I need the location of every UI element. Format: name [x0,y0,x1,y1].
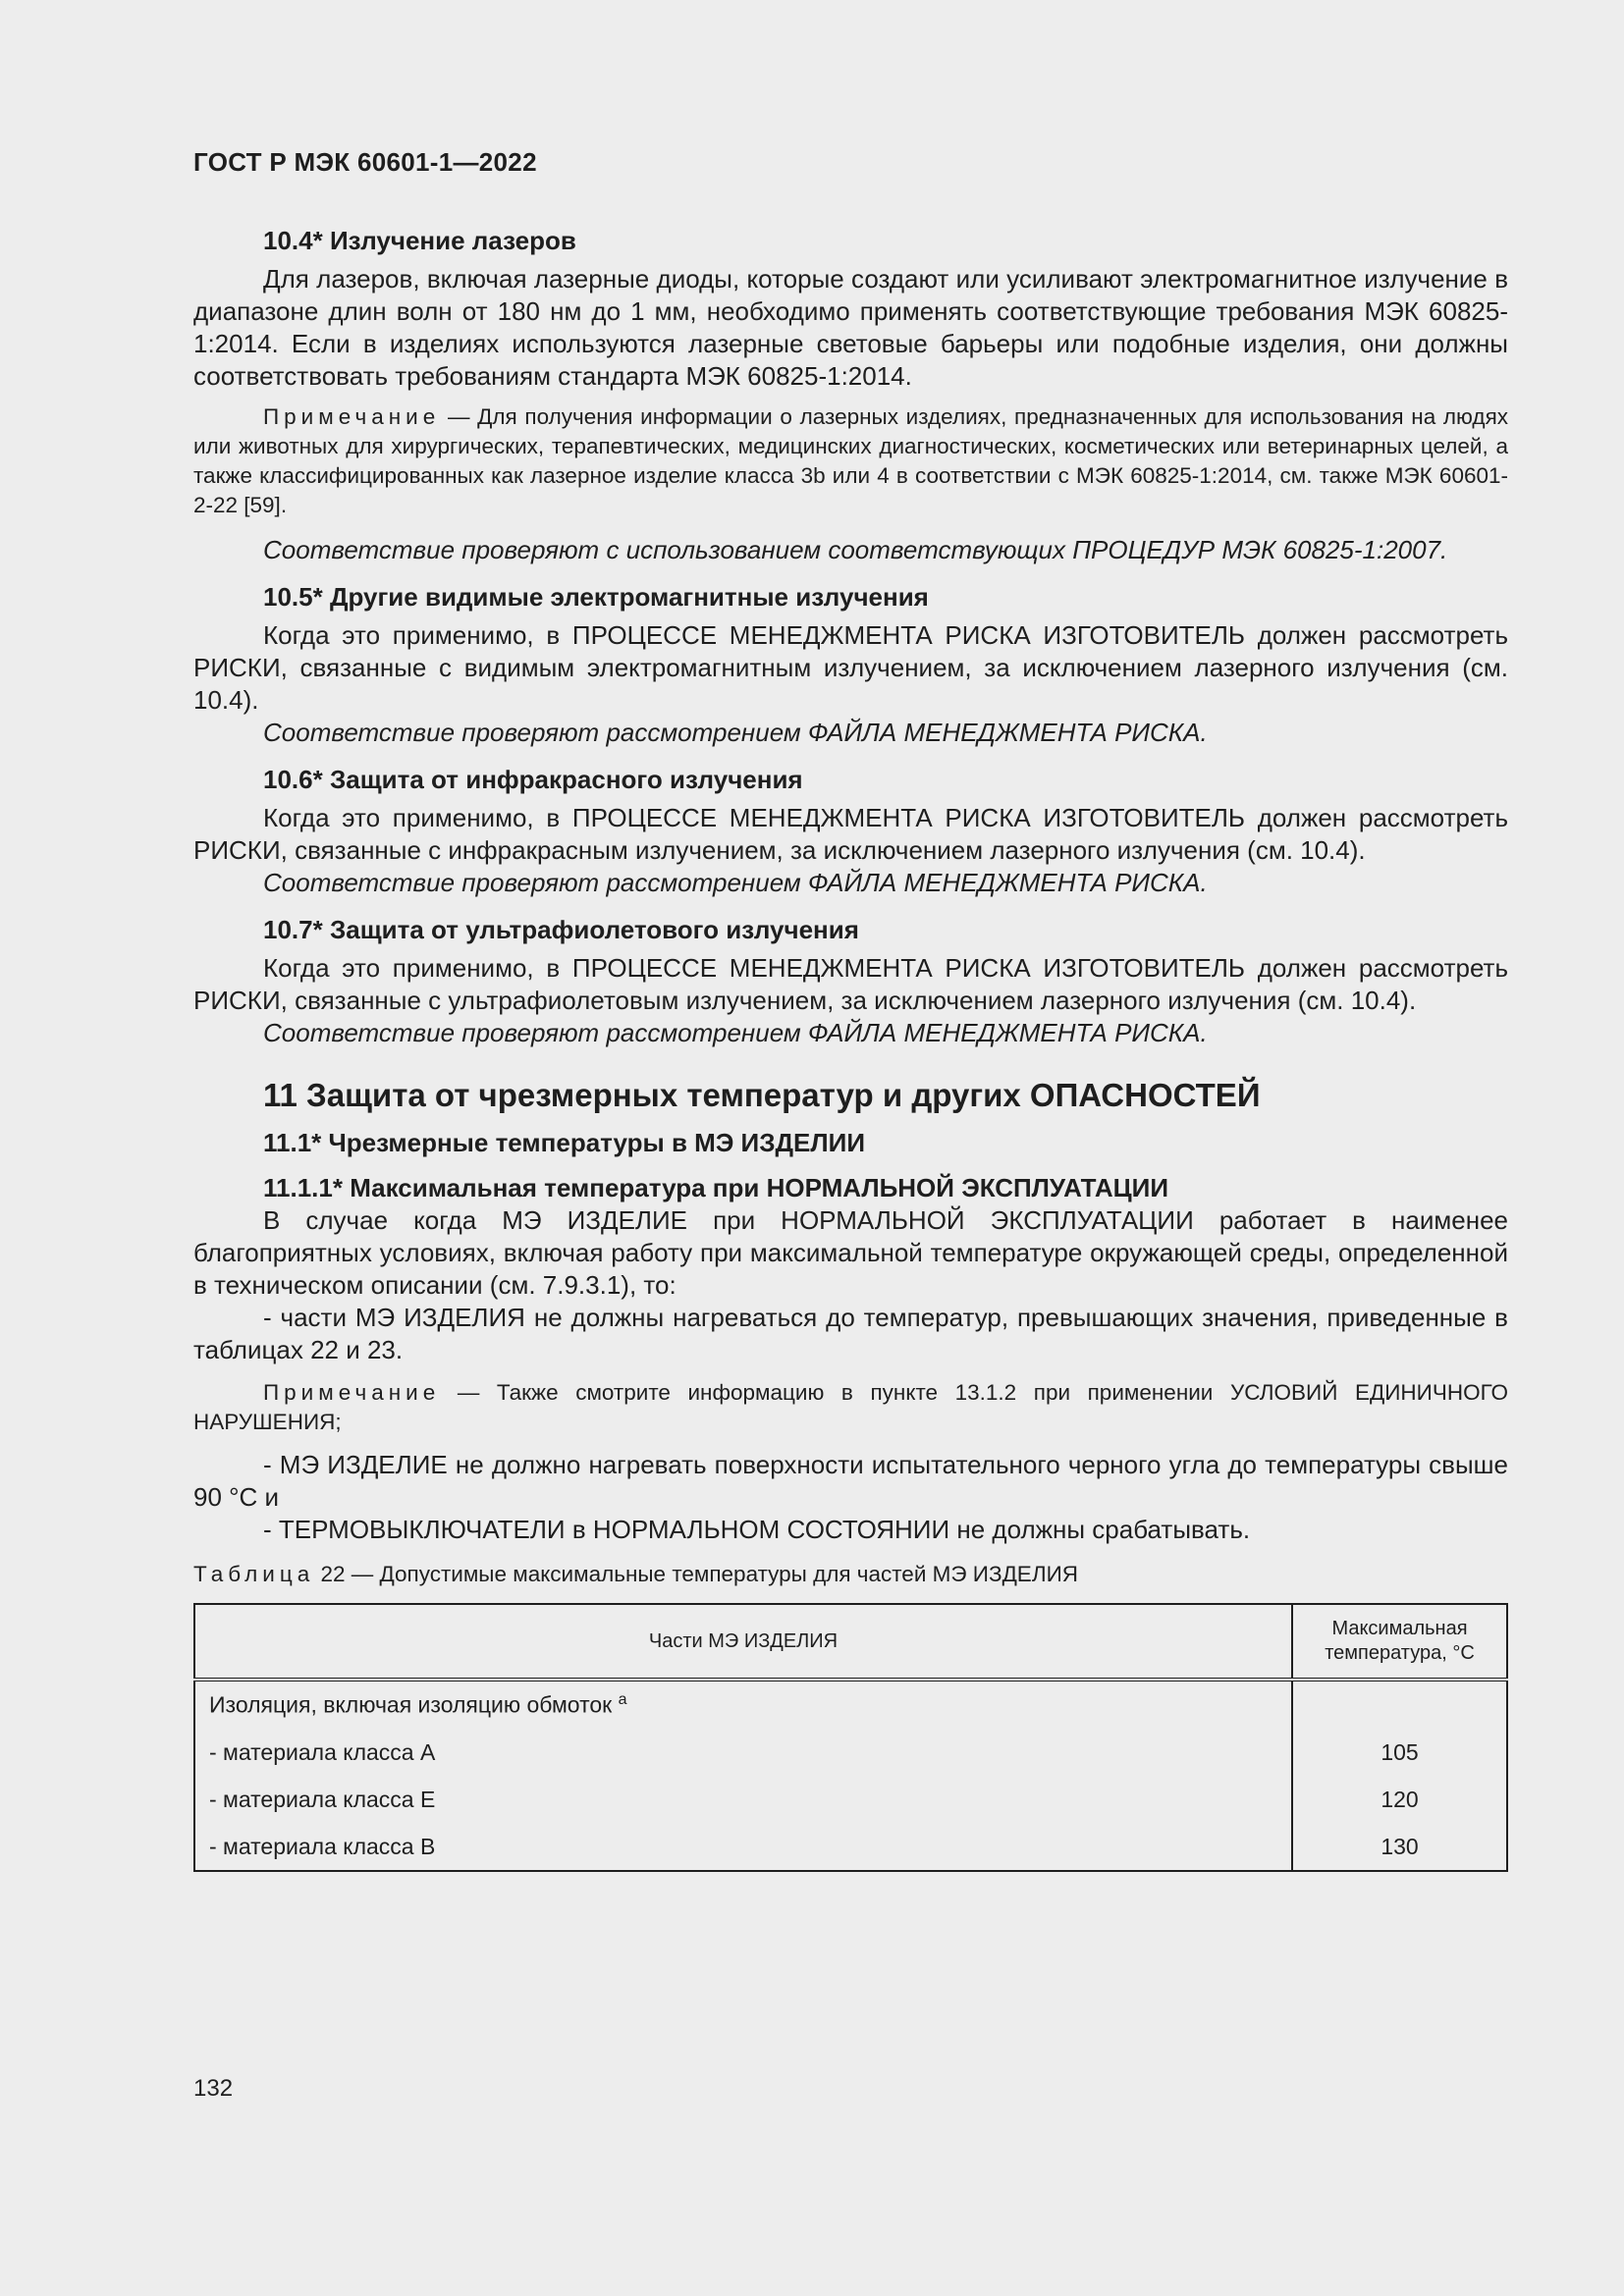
section-11-1-1-note [193,1378,1508,1437]
page-number: 132 [193,2075,234,2102]
table-cell-part: Изоляция, включая изоляцию обмоток $^a$ [194,1680,1292,1729]
table-caption-text: 22 — Допустимые максимальные температуры для частей МЭ ИЗДЕЛИЯ [314,1562,1079,1586]
table-cell-temp [1292,1680,1507,1729]
table-cell-part: - материала класса Е [194,1776,1292,1823]
section-11-title: 11 Защита от чрезмерных температур и других ОПАСНОСТЕЙ [263,1077,1261,1113]
table-cell-part: - материала класса В [194,1823,1292,1871]
page-content [193,224,1508,1872]
section-10-7-paragraph: Когда это применимо, в ПРОЦЕССЕ МЕНЕДЖМЕНТА РИСКА ИЗГОТОВИТЕЛЬ должен рассмотреть РИСКИ, связанные с ультрафиолетовым излучением, за исключением лазерного излучения (см. 10.4). [193,953,1508,1015]
section-10-7-compliance: Соответствие проверяют рассмотрением ФАЙЛА МЕНЕДЖМЕНТА РИСКА. [263,1018,1208,1047]
section-10-4-note [193,402,1508,520]
section-10-4-paragraph: Для лазеров, включая лазерные диоды, которые создают или усиливают электромагнитное излучение в диапазоне длин волн от 180 нм до 1 мм, необходимо применять соответствующие требования МЭК 60825-1:2014. Если в изделиях используются лазерные световые барьеры или подобные изделия, они должны соответствовать требованиям стандарта МЭК 60825-1:2014. [193,264,1508,391]
table-row [194,1823,1507,1871]
table-row [194,1776,1507,1823]
note-text: — Также смотрите информацию в пункте 13.1.2 при применении УСЛОВИЙ ЕДИНИЧНОГО НАРУШЕНИЯ; [193,1380,1508,1434]
section-10-5-paragraph: Когда это применимо, в ПРОЦЕССЕ МЕНЕДЖМЕНТА РИСКА ИЗГОТОВИТЕЛЬ должен рассмотреть РИСКИ, связанные с видимым электромагнитным излучением, за исключением лазерного излучения (см. 10.4). [193,620,1508,715]
table-cell-temp: 120 [1380,1786,1419,1812]
table-row [194,1729,1507,1776]
section-11-1-title: 11.1* Чрезмерные температуры в МЭ ИЗДЕЛИИ [263,1128,866,1157]
column-header-temperature [1292,1604,1507,1680]
section-10-4-compliance: Соответствие проверяют с использованием соответствующих ПРОЦЕДУР МЭК 60825-1:2007. [263,535,1448,564]
bullet-thermal-cutouts: - ТЕРМОВЫКЛЮЧАТЕЛИ в НОРМАЛЬНОМ СОСТОЯНИИ не должны срабатывать. [263,1515,1251,1544]
section-10-7-title: 10.7* Защита от ультрафиолетового излучения [263,915,859,944]
table-row [194,1680,1507,1729]
bullet-black-corner: - МЭ ИЗДЕЛИЕ не должно нагревать поверхности испытательного черного угла до температуры свыше 90 °C и [193,1450,1508,1512]
column-header-temperature-line1: Максимальная [1331,1618,1468,1639]
table-cell-temp: 105 [1380,1738,1419,1765]
footnote-marker: a [618,1691,627,1709]
section-10-4-title: 10.4* Излучение лазеров [263,226,576,255]
table-cell-part: - материала класса А [194,1729,1292,1776]
section-10-6-compliance: Соответствие проверяют рассмотрением ФАЙЛА МЕНЕДЖМЕНТА РИСКА. [263,868,1208,897]
section-10-5-compliance: Соответствие проверяют рассмотрением ФАЙЛА МЕНЕДЖМЕНТА РИСКА. [263,718,1208,747]
temperature-table [193,1603,1508,1872]
column-header-parts: Части МЭ ИЗДЕЛИЯ [194,1604,1292,1680]
table-cell-temp: 130 [1380,1833,1419,1859]
section-10-5-title: 10.5* Другие видимые электромагнитные излучения [263,582,929,612]
section-11-1-1-title: 11.1.1* Максимальная температура при НОРМАЛЬНОЙ ЭКСПЛУАТАЦИИ [263,1173,1169,1202]
bullet-parts-temperature: - части МЭ ИЗДЕЛИЯ не должны нагреваться до температур, превышающих значения, приведенные в таблицах 22 и 23. [193,1303,1508,1364]
column-header-temperature-line2: температура, °C [1325,1642,1475,1664]
table-caption [193,1560,1508,1589]
section-10-6-paragraph: Когда это применимо, в ПРОЦЕССЕ МЕНЕДЖМЕНТА РИСКА ИЗГОТОВИТЕЛЬ должен рассмотреть РИСКИ, связанные с инфракрасным излучением, за исключением лазерного излучения (см. 10.4). [193,803,1508,865]
section-11-1-1-paragraph: В случае когда МЭ ИЗДЕЛИЕ при НОРМАЛЬНОЙ ЭКСПЛУАТАЦИИ работает в наименее благоприятных условиях, включая работу при максимальной температуре окружающей среды, определенной в техническом описании (см. 7.9.3.1), то: [193,1205,1508,1300]
document-header: ГОСТ Р МЭК 60601-1—2022 [193,147,537,177]
table-caption-label: Таблица [193,1562,315,1586]
note-text: — Для получения информации о лазерных изделиях, предназначенных для использования на людях или животных для хирургических, терапевтических, медицинских диагностических, косметических или ветеринарных целей, а также классифицированных как лазерное изделие класса 3b или 4 в соответствии с МЭК 60825-1:2014, см. также МЭК 60601-2-22 [59]. [193,404,1508,517]
section-10-6-title: 10.6* Защита от инфракрасного излучения [263,765,803,794]
table-header-row [194,1604,1507,1680]
note-label: Примечание [263,1380,441,1405]
note-label: Примечание [263,404,441,429]
